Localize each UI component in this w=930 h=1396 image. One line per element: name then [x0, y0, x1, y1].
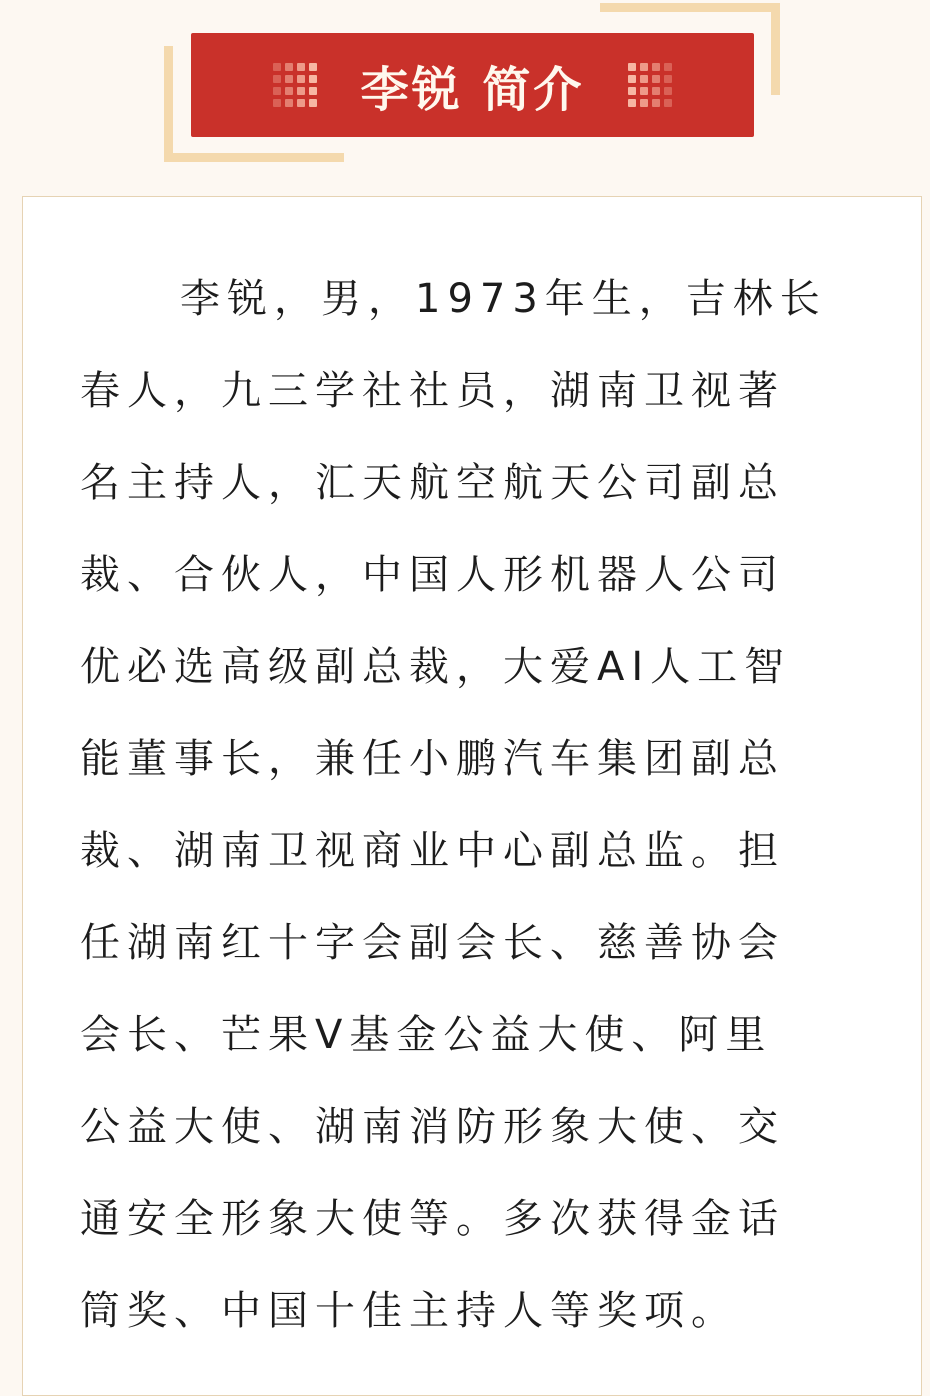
- bio-line: 裁、合伙人，中国人形机器人公司: [80, 552, 785, 598]
- frame-line-right: [771, 3, 780, 95]
- bio-line: 李锐，男，1973年生，吉林长: [180, 276, 827, 322]
- bio-line: 会长、芒果V基金公益大使、阿里: [80, 1012, 773, 1058]
- dot-grid-left-icon: [273, 63, 317, 107]
- bio-line: 春人，九三学社社员，湖南卫视著: [80, 368, 785, 414]
- frame-line-bottom: [164, 153, 344, 162]
- bio-line: 名主持人，汇天航空航天公司副总: [80, 460, 785, 506]
- bio-line: 优必选高级副总裁，大爱AI人工智: [80, 644, 792, 690]
- bio-line: 裁、湖南卫视商业中心副总监。担: [80, 828, 785, 874]
- frame-line-left: [164, 46, 173, 162]
- bio-line: 通安全形象大使等。多次获得金话: [80, 1196, 785, 1242]
- bio-line: 任湖南红十字会副会长、慈善协会: [80, 920, 785, 966]
- bio-line: 筒奖、中国十佳主持人等奖项。: [80, 1288, 738, 1334]
- frame-line-top: [600, 3, 780, 12]
- page-title: 李锐 简介: [360, 61, 585, 118]
- bio-line: 能董事长，兼任小鹏汽车集团副总: [80, 736, 785, 782]
- bio-text: [80, 253, 861, 1357]
- bio-line: 公益大使、湖南消防形象大使、交: [80, 1104, 785, 1150]
- title-banner: [191, 33, 754, 137]
- dot-grid-right-icon: [628, 63, 672, 107]
